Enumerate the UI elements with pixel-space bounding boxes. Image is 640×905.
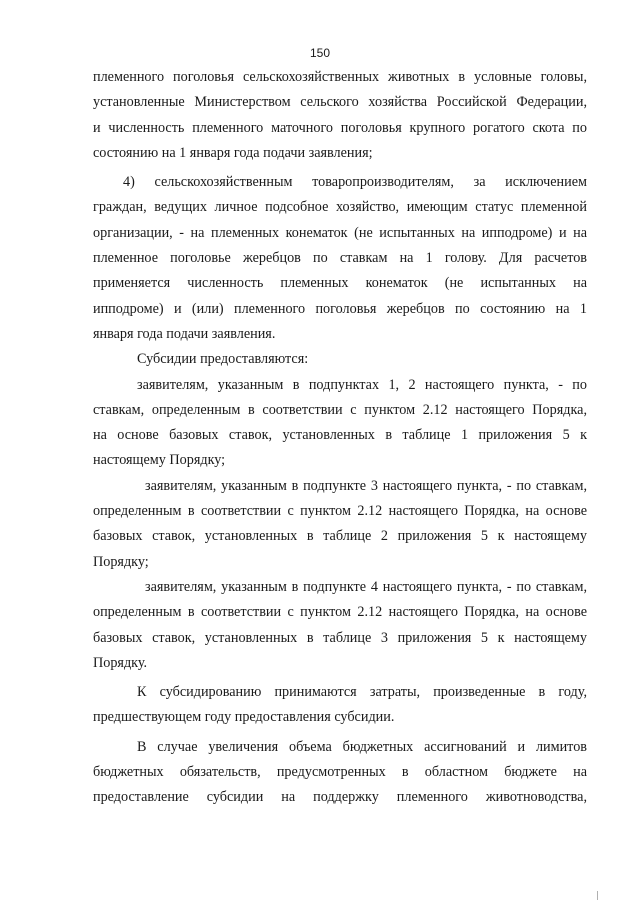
text-line: предшествующем году предоставления субсидии. — [93, 709, 395, 726]
scan-edge-mark — [597, 891, 598, 900]
text-line: граждан, ведущих личное подсобное хозяйство, имеющим статус племенной — [93, 199, 587, 216]
document-body — [93, 65, 587, 811]
text-line: Порядку. — [93, 654, 148, 671]
text-line: предоставление субсидии на поддержку племенного животноводства, — [93, 789, 587, 806]
text-line: К субсидированию принимаются затраты, произведенные в году, — [137, 684, 587, 701]
text-line: ставкам, определенным в соответствии с пунктом 2.12 настоящего Порядка, — [93, 401, 587, 418]
text-line: применяется численность племенных конематок (не испытанных на — [93, 275, 587, 292]
text-line: ипподроме) и (или) племенного поголовья жеребцов по состоянию на 1 — [93, 300, 587, 317]
text-line: января года подачи заявления. — [93, 325, 276, 342]
text-line: Субсидии предоставляются: — [137, 351, 309, 368]
page-number: 150 — [309, 46, 331, 60]
text-line: племенного поголовья сельскохозяйственных животных в условные головы, — [93, 69, 587, 85]
text-line: В случае увеличения объема бюджетных ассигнований и лимитов — [137, 738, 587, 755]
text-line: Порядку; — [93, 553, 149, 570]
text-line: базовых ставок, установленных в таблице 3 приложения 5 к настоящему — [93, 629, 587, 646]
text-line: определенным в соответствии с пунктом 2.12 настоящего Порядка, на основе — [93, 604, 587, 621]
text-line: настоящему Порядку; — [93, 452, 226, 469]
text-line: базовых ставок, установленных в таблице 2 приложения 5 к настоящему — [93, 528, 587, 545]
text-line: на основе базовых ставок, установленных в таблице 1 приложения 5 к — [93, 427, 587, 444]
text-line: заявителям, указанным в подпунктах 1, 2 настоящего пункта, - по — [137, 376, 587, 393]
text-line: заявителям, указанным в подпункте 4 настоящего пункта, - по ставкам, — [145, 578, 587, 595]
text-line: бюджетных обязательств, предусмотренных в областном бюджете на — [93, 764, 587, 781]
text-line: установленные Министерством сельского хозяйства Российской Федерации, — [93, 94, 587, 111]
text-line: 4) сельскохозяйственным товаропроизводителям, за исключением — [123, 174, 587, 191]
text-line: и численность племенного маточного поголовья крупного рогатого скота по — [93, 119, 587, 136]
text-line: состоянию на 1 января года подачи заявления; — [93, 144, 373, 161]
text-line: заявителям, указанным в подпункте 3 настоящего пункта, - по ставкам, — [145, 477, 587, 494]
text-line: организации, - на племенных конематок (не испытанных на ипподроме) и на — [93, 224, 587, 241]
text-line: племенное поголовье жеребцов по ставкам на 1 голову. Для расчетов — [93, 250, 587, 267]
text-line: определенным в соответствии с пунктом 2.12 настоящего Порядка, на основе — [93, 503, 587, 520]
